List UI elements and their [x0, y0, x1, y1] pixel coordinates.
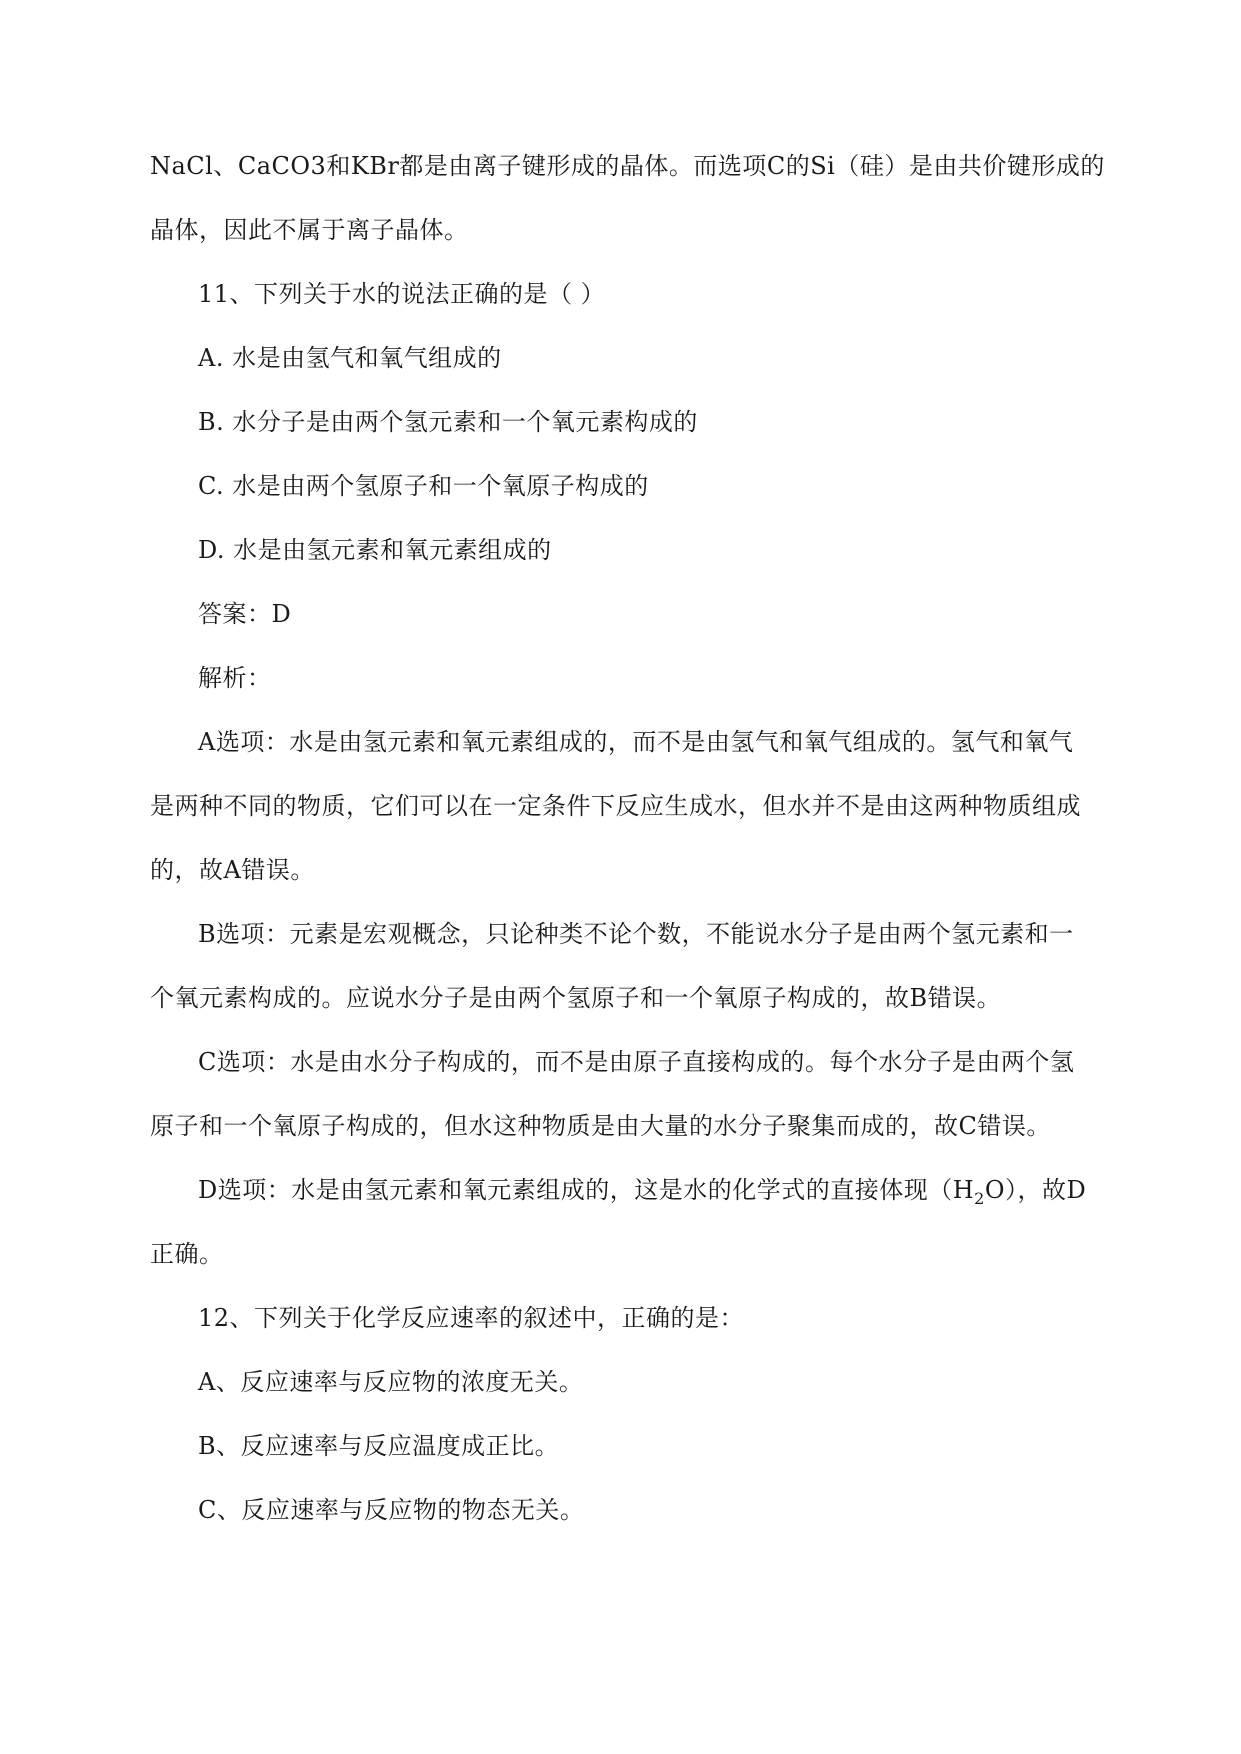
question-12-title: 12、下列关于化学反应速率的叙述中，正确的是：	[198, 1304, 745, 1332]
analysis-a-line-3: 的，故A错误。	[150, 856, 315, 884]
analysis-d-line-2: 正确。	[150, 1240, 224, 1268]
analysis-a-line-2: 是两种不同的物质，它们可以在一定条件下反应生成水，但水并不是由这两种物质组成	[150, 792, 1081, 820]
analysis-c-line-1: C选项：水是由水分子构成的，而不是由原子直接构成的。每个水分子是由两个氢	[198, 1048, 1075, 1076]
question-11-answer: 答案：D	[198, 600, 292, 628]
analysis-b-line-2: 个氧元素构成的。应说水分子是由两个氢原子和一个氧原子构成的，故B错误。	[150, 984, 1002, 1012]
question-11-option-d: D. 水是由氢元素和氧元素组成的	[198, 536, 552, 564]
analysis-c-line-2: 原子和一个氧原子构成的，但水这种物质是由大量的水分子聚集而成的，故C错误。	[150, 1112, 1051, 1140]
formula-subscript: 2	[974, 1189, 985, 1208]
question-12-option-b: B、反应速率与反应温度成正比。	[198, 1432, 560, 1460]
question-12-option-c: C、反应速率与反应物的物态无关。	[198, 1496, 585, 1524]
paragraph-ionic-crystal-line-2: 晶体，因此不属于离子晶体。	[150, 216, 469, 244]
question-11-option-b: B. 水分子是由两个氢元素和一个氧元素构成的	[198, 408, 698, 436]
analysis-b-line-1: B选项：元素是宏观概念，只论种类不论个数，不能说水分子是由两个氢元素和一	[198, 920, 1074, 948]
analysis-d-line-1	[198, 1175, 1090, 1208]
question-11-title: 11、下列关于水的说法正确的是（ ）	[198, 280, 606, 308]
question-11-option-c: C. 水是由两个氢原子和一个氧原子构成的	[198, 472, 649, 500]
analysis-d-text: D选项：水是由氢元素和氧元素组成的，这是水的化学式的直接体现（H	[198, 1176, 975, 1204]
analysis-d-text-tail: O），故D	[984, 1176, 1087, 1204]
question-11-analysis-heading: 解析：	[198, 664, 272, 692]
paragraph-ionic-crystal-line-1: NaCl、CaCO3和KBr都是由离子键形成的晶体。而选项C的Si（硅）是由共价键形成的	[150, 152, 1105, 180]
question-11-option-a: A. 水是由氢气和氧气组成的	[198, 344, 502, 372]
question-12-option-a: A、反应速率与反应物的浓度无关。	[198, 1368, 584, 1396]
analysis-a-line-1: A选项：水是由氢元素和氧元素组成的，而不是由氢气和氧气组成的。氢气和氧气	[198, 728, 1074, 756]
